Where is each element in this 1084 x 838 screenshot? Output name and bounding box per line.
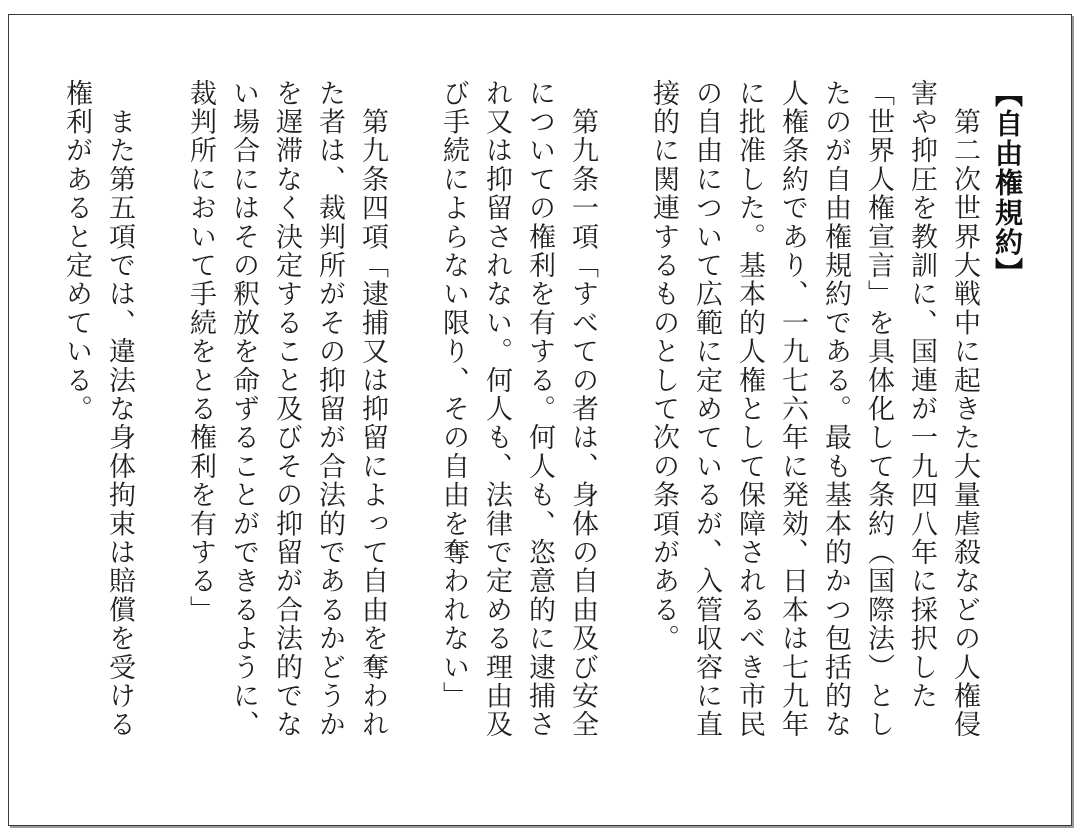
paragraph-intro: 第二次世界大戦中に起きた大量虐殺などの人権侵害や抑圧を教訓に、国連が一九四八年に採択した「世界人権宣言」を具体化して条約（国際法）としたのが自由権規約である。最も基本的かつ包括的な人権条約であり、一九七六年に発効、日本は七九年に批准した。基本的人権として保障されるべき市民の自由について広範に定めているが、入管収容に直接的に関連するものとして次の条項がある。 [648,79,980,740]
paragraph-gap [604,79,642,80]
vertical-article [55,79,1029,759]
article-heading: 【自由権規約】 [991,79,1024,287]
paragraph-gap [394,79,432,80]
paragraph-article-9-4: 第九条四項「逮捕又は抑留によって自由を奪われた者は、裁判所がその抑留が合法的であるかどうかを遅滞なく決定すること及びその抑留が合法的でない場合にはその釈放を命ずることができるように、裁判所において手続をとる権利を有する」 [185,79,388,740]
paragraph-article-9-1: 第九条一項「すべての者は、身体の自由及び安全についての権利を有する。何人も、恣意的に逮捕され又は抑留されない。何人も、法律で定める理由及び手続によらない限り、その自由を奪われない」 [438,79,598,740]
paragraph-article-9-5: また第五項では、違法な身体拘束は賠償を受ける権利があると定めている。 [61,79,135,740]
paragraph-gap [141,79,179,80]
page-frame [8,14,1072,826]
